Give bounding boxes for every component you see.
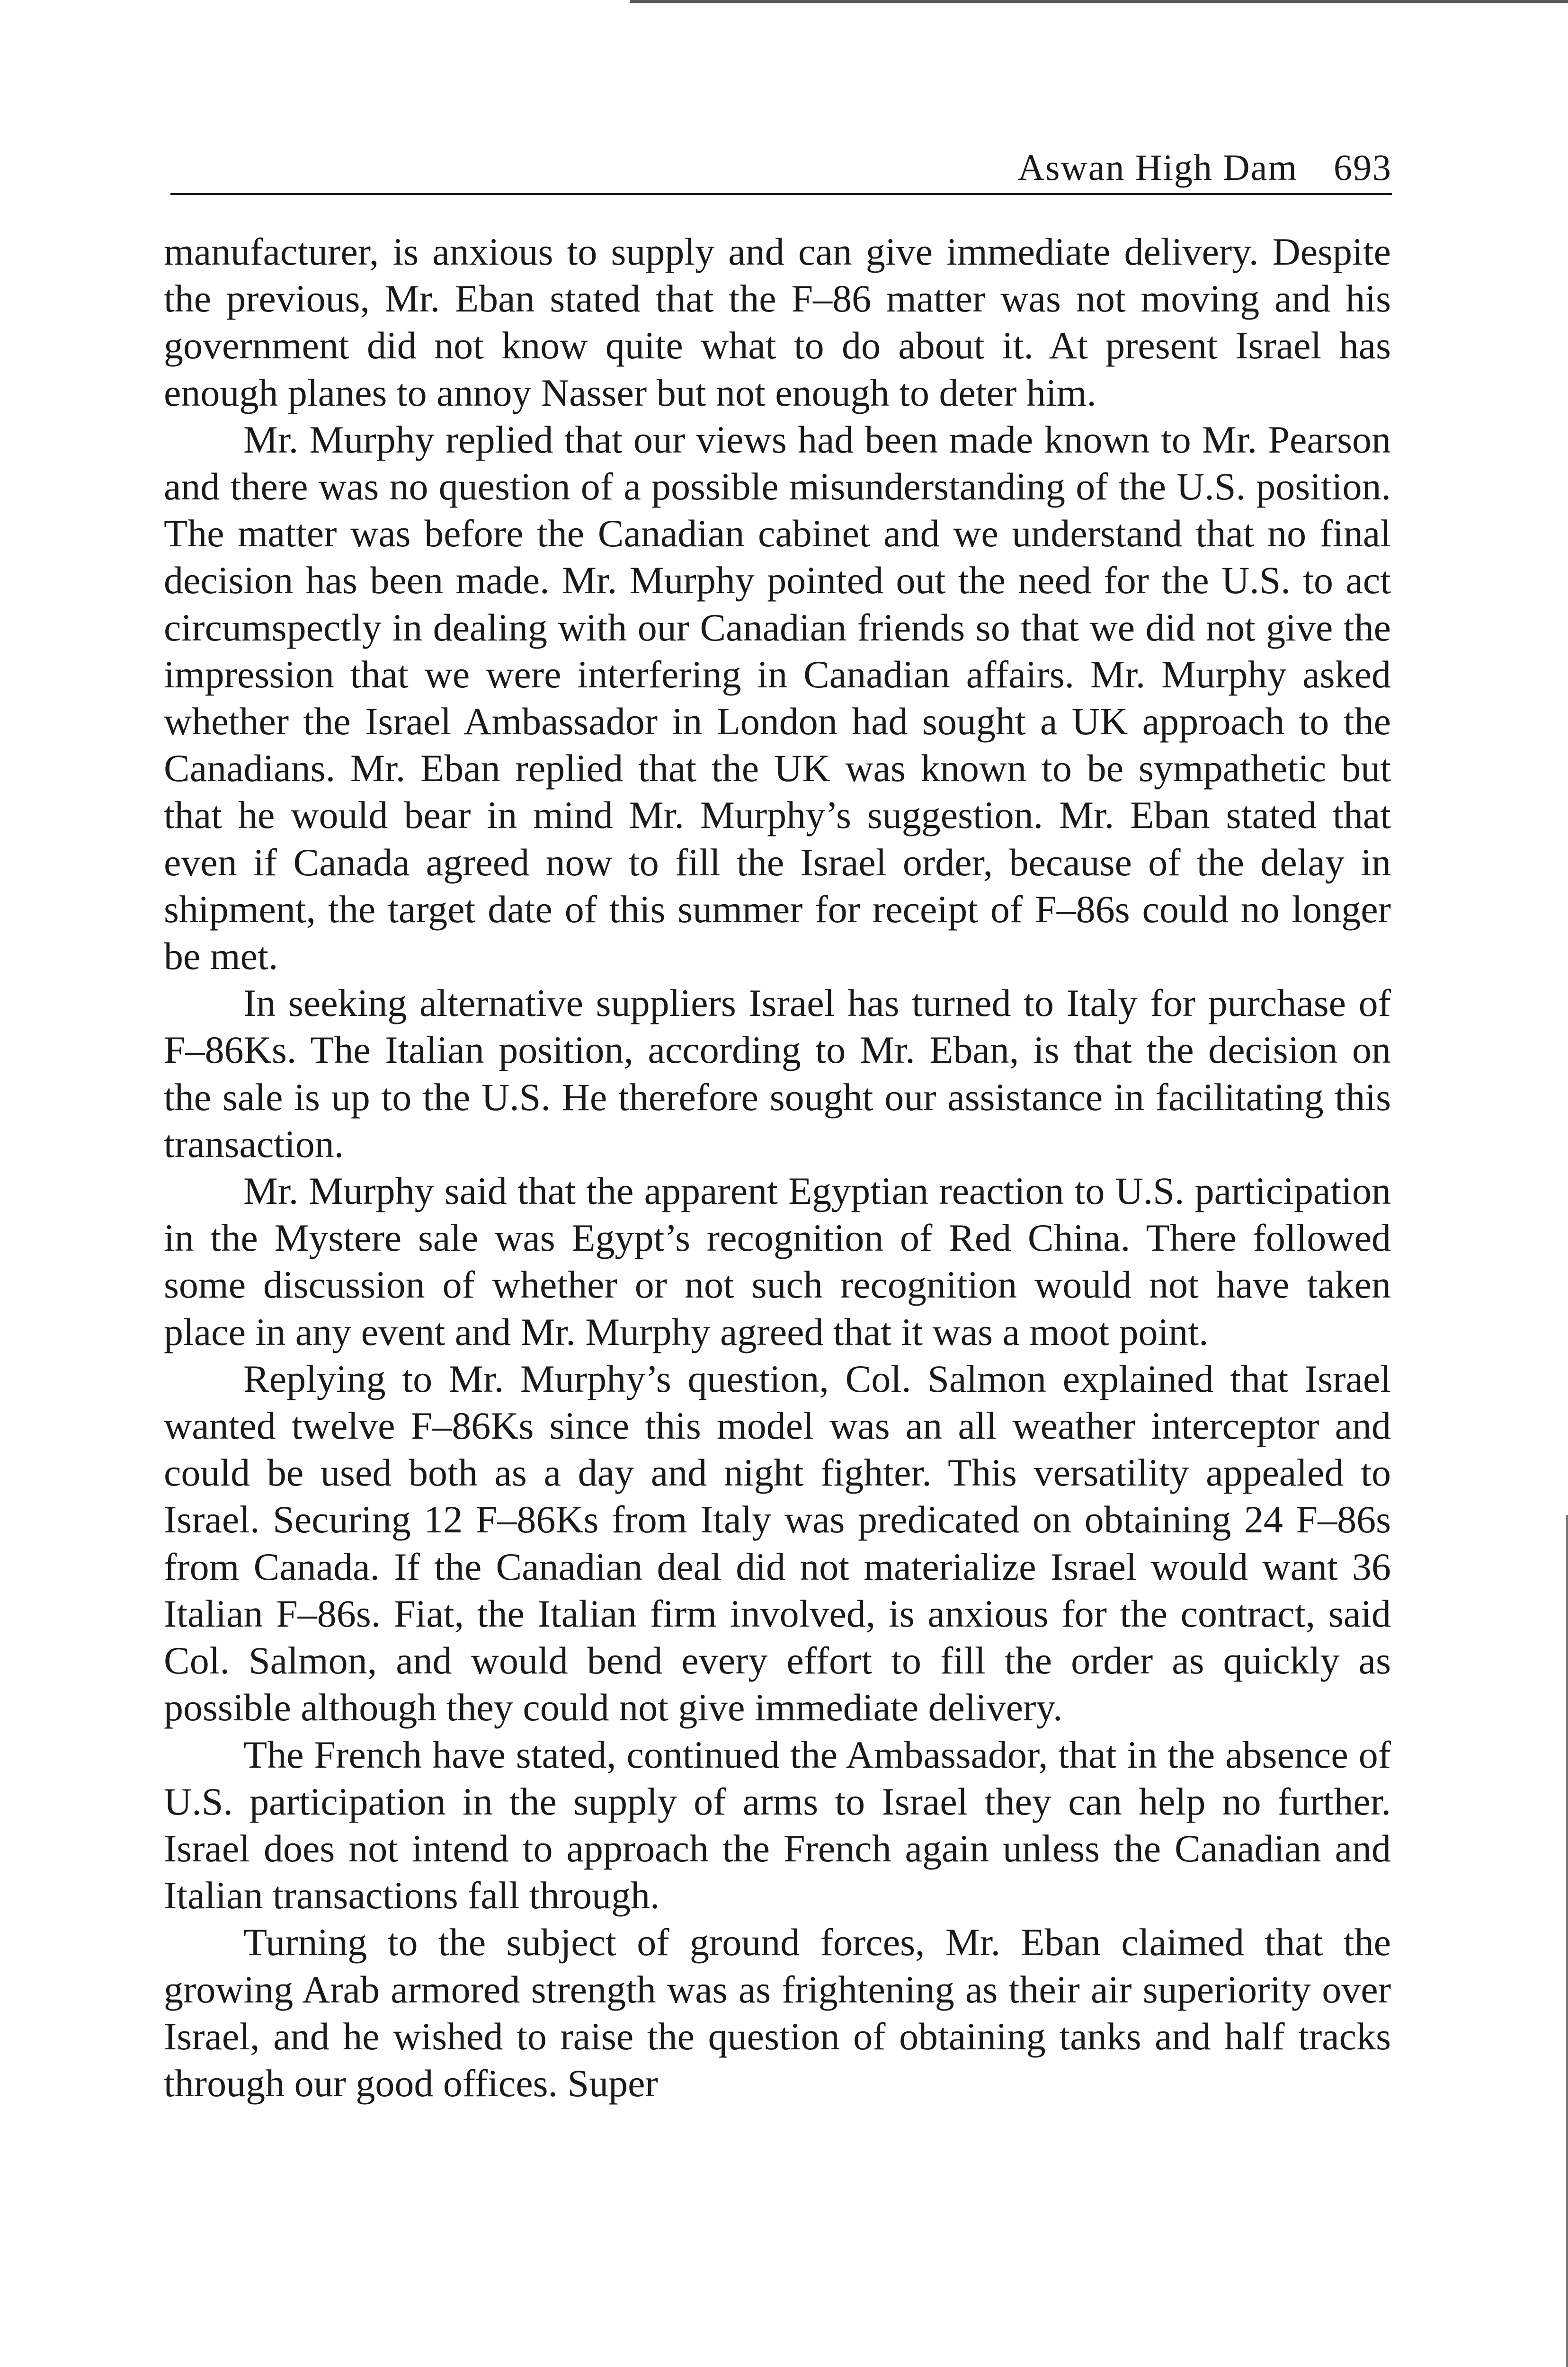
paragraph: The French have stated, continued the Ambassador, that in the absence of U.S. participation in the supply of arms to Israel they can help no further. Israel does not intend to approach the French again unless the Canadian and Italian transactions fall through.	[164, 1733, 1391, 1917]
scan-edge-top	[630, 0, 1568, 3]
running-header	[170, 142, 1392, 195]
paragraph-continued: manufacturer, is anxious to supply and can give immediate delivery. Despite the previous, Mr. Eban stated that the F–86 matter was not moving and his government did not know quite what to do about it. At present Israel has enough planes to annoy Nasser but not enough to deter him.	[164, 230, 1391, 414]
paragraph: In seeking alternative suppliers Israel has turned to Italy for purchase of F–86Ks. The Italian position, according to Mr. Eban, is that the decision on the sale is up to the U.S. He therefore sought our assistance in facilitating this transaction.	[164, 981, 1391, 1166]
paragraph: Mr. Murphy said that the apparent Egyptian reaction to U.S. participation in the Mystere sale was Egypt’s recognition of Red China. There followed some discussion of whether or not such recognition would not have taken place in any event and Mr. Murphy agreed that it was a moot point.	[164, 1169, 1391, 1353]
running-title: Aswan High Dam	[1017, 147, 1298, 188]
scan-edge-right	[1566, 1515, 1568, 2367]
paragraph: Replying to Mr. Murphy’s question, Col. Salmon explained that Israel wanted twelve F–86Ks since this model was an all weather interceptor and could be used both as a day and night fighter. This versatility appealed to Israel. Securing 12 F–86Ks from Italy was predicated on obtaining 24 F–86s from Canada. If the Canadian deal did not materialize Israel would want 36 Italian F–86s. Fiat, the Italian firm involved, is anxious for the contract, said Col. Salmon, and would bend every effort to fill the order as quickly as possible although they could not give immediate delivery.	[164, 1357, 1391, 1729]
paragraph: Turning to the subject of ground forces, Mr. Eban claimed that the growing Arab armored strength was as frightening as their air superiority over Israel, and he wished to raise the question of obtaining tanks and half tracks through our good offices. Super	[164, 1921, 1391, 2105]
page-number: 693	[1334, 147, 1392, 188]
paragraph: Mr. Murphy replied that our views had been made known to Mr. Pearson and there was no question of a possible misunderstanding of the U.S. position. The matter was before the Canadian cabinet and we understand that no final decision has been made. Mr. Murphy pointed out the need for the U.S. to act circumspectly in dealing with our Canadian friends so that we did not give the impression that we were interfering in Canadian affairs. Mr. Murphy asked whether the Israel Ambassador in London had sought a UK approach to the Canadians. Mr. Eban replied that the UK was known to be sympathetic but that he would bear in mind Mr. Murphy’s suggestion. Mr. Eban stated that even if Canada agreed now to fill the Israel order, because of the delay in shipment, the target date of this summer for receipt of F–86s could no longer be met.	[164, 418, 1391, 978]
page-body	[164, 228, 1391, 2107]
